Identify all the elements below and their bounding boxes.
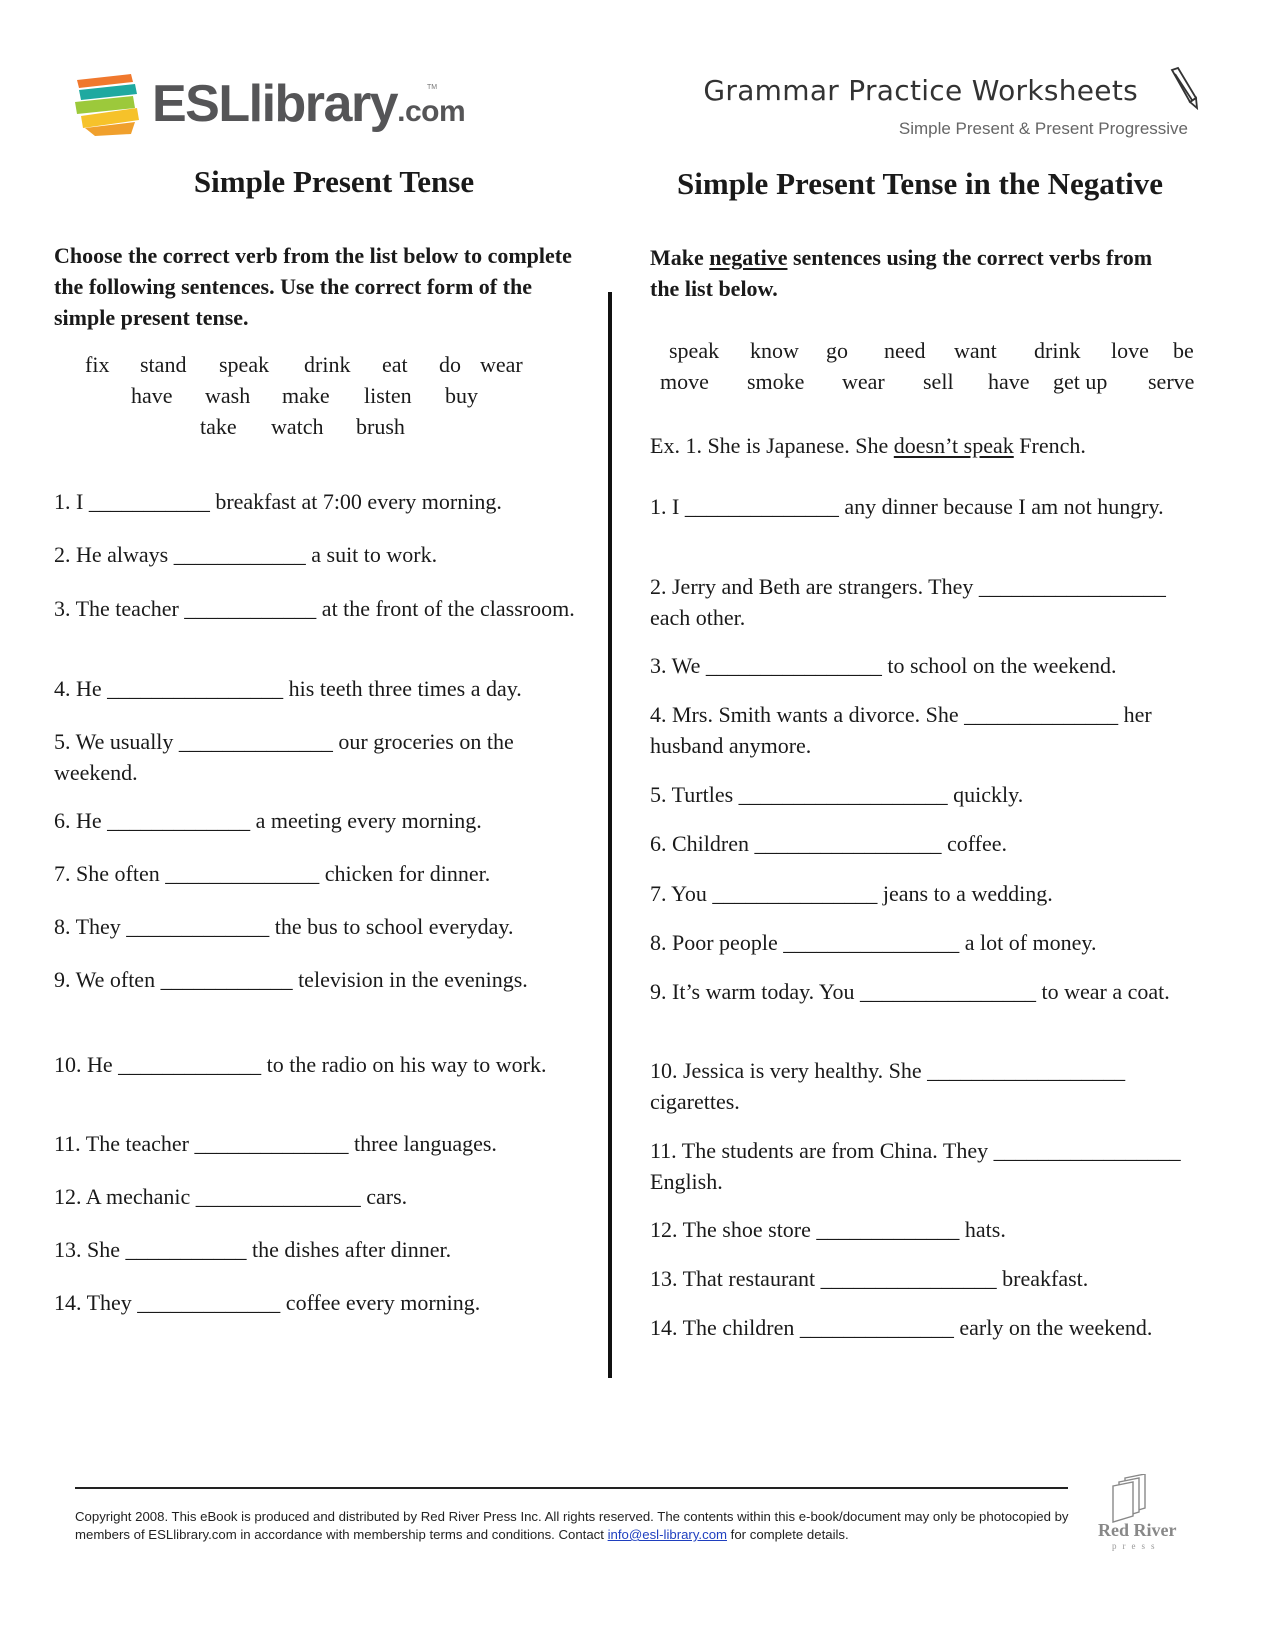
right-instructions bbox=[650, 242, 1180, 304]
word-bank-item: listen bbox=[364, 383, 412, 408]
exercise-item: 7. She often ______________ chicken for dinner. bbox=[54, 861, 491, 886]
series-title: Grammar Practice Worksheets bbox=[703, 74, 1138, 107]
copyright-text: Copyright 2008. This eBook is produced and distributed by Red River Press Inc. All rights reserved. The contents within this e-book/document may only be photocopied by members of ESLlibrary.com in accordance with membership terms and conditions. Contact bbox=[75, 1509, 1069, 1542]
exercise-item: 10. He _____________ to the radio on his way to work. bbox=[54, 1052, 547, 1077]
example-sentence bbox=[650, 430, 1190, 461]
word-bank-item: fix bbox=[85, 352, 110, 377]
word-bank-item: do bbox=[439, 352, 461, 377]
exercise-item: 14. The children ______________ early on the weekend. bbox=[650, 1315, 1153, 1340]
column-divider bbox=[608, 292, 612, 1378]
word-bank-item: stand bbox=[140, 352, 187, 377]
copyright-notice bbox=[75, 1508, 1085, 1544]
exercise-item: 2. Jerry and Beth are strangers. They _________________ each other. bbox=[650, 574, 1166, 630]
word-bank-item: serve bbox=[1148, 369, 1195, 394]
book-stack-icon bbox=[75, 72, 147, 140]
exercise-item: 8. Poor people ________________ a lot of money. bbox=[650, 930, 1097, 955]
exercise-item: 11. The students are from China. They _________________ English. bbox=[650, 1138, 1181, 1194]
exercise-item: 9. We often ____________ television in the evenings. bbox=[54, 967, 528, 992]
word-bank-item: want bbox=[954, 338, 997, 363]
word-bank-item: eat bbox=[382, 352, 408, 377]
logo-trademark: TM bbox=[427, 84, 438, 91]
word-bank-item: wash bbox=[205, 383, 251, 408]
instructions-text: Make bbox=[650, 245, 710, 270]
word-bank-item: smoke bbox=[747, 369, 805, 394]
esl-library-logo bbox=[75, 72, 475, 152]
exercise-item: 8. They _____________ the bus to school everyday. bbox=[54, 914, 514, 939]
example-answer: doesn’t speak bbox=[893, 433, 1014, 458]
word-bank-item: make bbox=[282, 383, 330, 408]
exercise-item: 2. He always ____________ a suit to work. bbox=[54, 542, 438, 567]
exercise-item: 13. That restaurant ________________ breakfast. bbox=[650, 1266, 1089, 1291]
word-bank-item: wear bbox=[480, 352, 523, 377]
footer-rule bbox=[75, 1487, 1068, 1489]
exercise-item: 10. Jessica is very healthy. She __________________ cigarettes. bbox=[650, 1058, 1126, 1114]
exercise-item: 12. A mechanic _______________ cars. bbox=[54, 1184, 408, 1209]
copyright-text: for complete details. bbox=[727, 1527, 849, 1542]
logo-wordmark bbox=[152, 74, 465, 142]
exercise-item: 5. We usually ______________ our groceries on the weekend. bbox=[54, 729, 514, 785]
exercise-item: 4. He ________________ his teeth three times a day. bbox=[54, 676, 522, 701]
word-bank-item: speak bbox=[669, 338, 720, 363]
word-bank-item: take bbox=[200, 414, 237, 439]
exercise-item: 3. The teacher ____________ at the front of the classroom. bbox=[54, 596, 575, 621]
word-bank-item: watch bbox=[271, 414, 324, 439]
left-title: Simple Present Tense bbox=[193, 164, 475, 199]
contact-email-link[interactable]: info@esl-library.com bbox=[607, 1527, 728, 1542]
word-bank-item: buy bbox=[445, 383, 478, 408]
exercise-item: 11. The teacher ______________ three languages. bbox=[54, 1131, 497, 1156]
logo-main-text: ESLlibrary bbox=[152, 75, 398, 133]
example-text: Ex. 1. She is Japanese. She bbox=[650, 433, 894, 458]
publisher-subtitle: press bbox=[1112, 1541, 1161, 1551]
exercise-item: 6. He _____________ a meeting every morning. bbox=[54, 808, 482, 833]
exercise-item: 5. Turtles ___________________ quickly. bbox=[650, 782, 1024, 807]
word-bank-item: wear bbox=[842, 369, 885, 394]
word-bank-item: drink bbox=[1034, 338, 1081, 363]
pencil-icon bbox=[1164, 66, 1200, 110]
series-subtitle: Simple Present & Present Progressive bbox=[898, 119, 1188, 138]
instructions-underlined-word: negative bbox=[709, 245, 788, 270]
logo-suffix-text: .com bbox=[397, 95, 466, 128]
word-bank-item: sell bbox=[923, 369, 954, 394]
example-text: French. bbox=[1013, 433, 1086, 458]
word-bank-item: get up bbox=[1053, 369, 1108, 394]
exercise-item: 14. They _____________ coffee every morning. bbox=[54, 1290, 481, 1315]
word-bank-item: go bbox=[826, 338, 848, 363]
exercise-item: 3. We ________________ to school on the weekend. bbox=[650, 653, 1117, 678]
word-bank-item: brush bbox=[356, 414, 405, 439]
word-bank-item: know bbox=[750, 338, 799, 363]
exercise-item: 4. Mrs. Smith wants a divorce. She ______________ her husband anymore. bbox=[650, 702, 1152, 758]
word-bank-item: love bbox=[1111, 338, 1149, 363]
exercise-item: 7. You _______________ jeans to a wedding. bbox=[650, 881, 1053, 906]
exercise-item: 6. Children _________________ coffee. bbox=[650, 831, 1008, 856]
exercise-item: 12. The shoe store _____________ hats. bbox=[650, 1217, 1006, 1242]
exercise-item: 1. I ______________ any dinner because I am not hungry. bbox=[650, 494, 1164, 519]
word-bank-item: speak bbox=[219, 352, 270, 377]
publisher-name: Red River bbox=[1098, 1520, 1177, 1540]
right-title: Simple Present Tense in the Negative bbox=[677, 166, 1163, 201]
word-bank-item: drink bbox=[304, 352, 351, 377]
exercise-item: 9. It’s warm today. You ________________ to wear a coat. bbox=[650, 979, 1170, 1004]
instructions-text: sentences using the correct verbs from the list below. bbox=[650, 245, 1153, 301]
word-bank-item: have bbox=[131, 383, 173, 408]
word-bank-item: need bbox=[884, 338, 926, 363]
word-bank-item: have bbox=[988, 369, 1030, 394]
exercise-item: 1. I ___________ breakfast at 7:00 every morning. bbox=[54, 489, 502, 514]
word-bank-item: move bbox=[660, 369, 709, 394]
left-instructions: Choose the correct verb from the list below to complete the following sentences. Use the correct form of the simple present tense. bbox=[54, 243, 572, 330]
word-bank-item: be bbox=[1173, 338, 1194, 363]
exercise-item: 13. She ___________ the dishes after dinner. bbox=[54, 1237, 452, 1262]
